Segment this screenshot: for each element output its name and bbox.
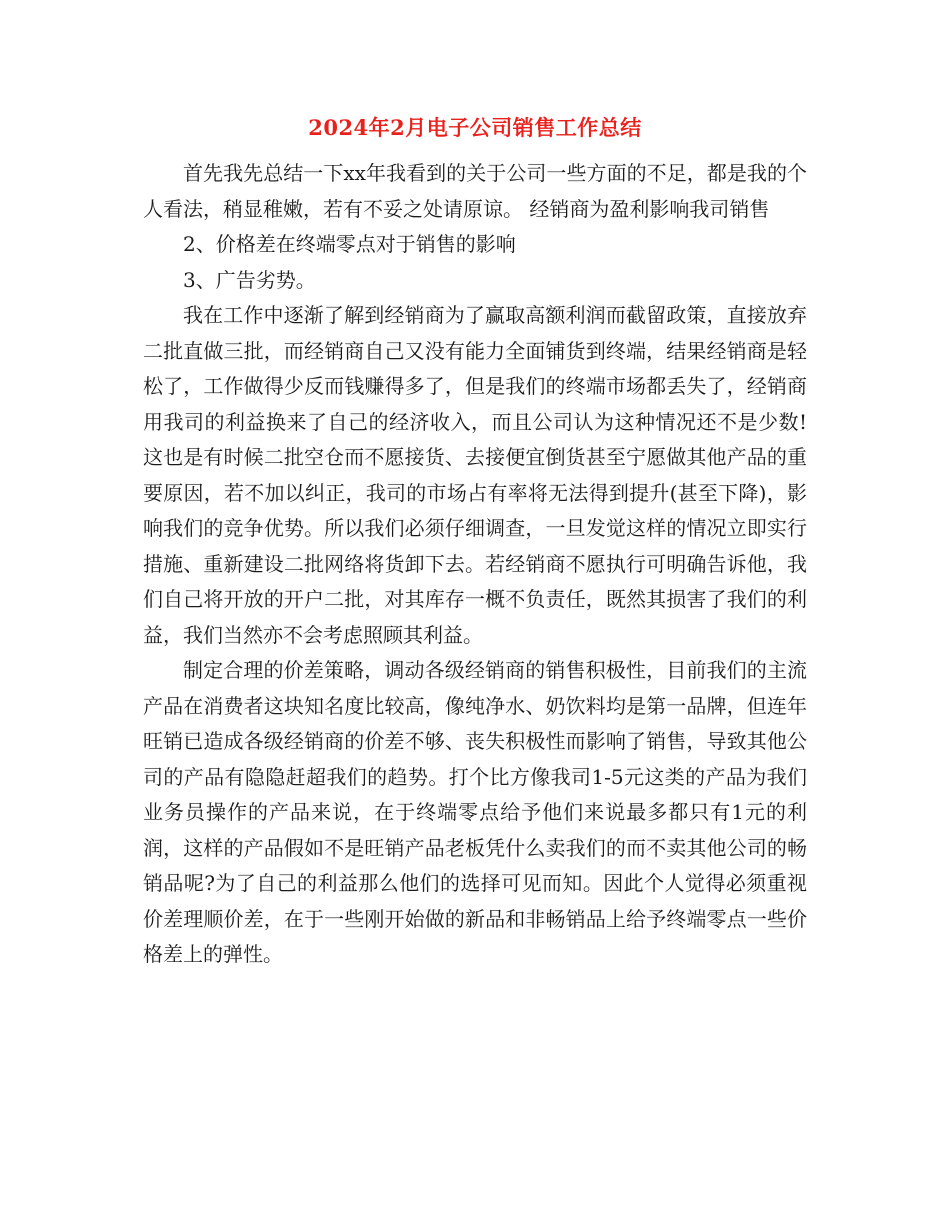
paragraph-item-3: 3、广告劣势。	[183, 267, 316, 292]
paragraph-intro: 首先我先总结一下xx年我看到的关于公司一些方面的不足，都是我的个人看法，稍显稚嫩，若有不妥之处请原谅。 经销商为盈利影响我司销售	[143, 161, 807, 221]
document-body	[143, 156, 807, 973]
paragraph-item-2: 2、价格差在终端零点对于销售的影响	[183, 232, 516, 256]
paragraph-price-strategy: 制定合理的价差策略，调动各级经销商的销售积极性，目前我们的主流产品在消费者这块知名度比较高，像纯净水、奶饮料均是第一品牌，但连年旺销已造成各级经销商的价差不够、丧失积极性而影响了销售，导致其他公司的产品有隐隐赶超我们的趋势。打个比方像我司1-5元这类的产品为我们业务员操作的产品来说，在于终端零点给予他们来说最多都只有1元的利润，这样的产品假如不是旺销产品老板凭什么卖我们的而不卖其他公司的畅销品呢?为了自己的利益那么他们的选择可见而知。因此个人觉得必须重视价差理顺价差，在于一些刚开始做的新品和非畅销品上给予终端零点一些价格差上的弹性。	[143, 658, 807, 966]
document-title: 2024年2月电子公司销售工作总结	[308, 115, 642, 140]
paragraph-distributor-issue: 我在工作中逐渐了解到经销商为了赢取高额利润而截留政策，直接放弃二批直做三批，而经销商自己又没有能力全面铺货到终端，结果经销商是轻松了，工作做得少反而钱赚得多了，但是我们的终端市场都丢失了，经销商用我司的利益换来了自己的经济收入，而且公司认为这种情况还不是少数!这也是有时候二批空仓而不愿接货、去接便宜倒货甚至宁愿做其他产品的重要原因，若不加以纠正，我司的市场占有率将无法得到提升(甚至下降)，影响我们的竞争优势。所以我们必须仔细调查，一旦发觉这样的情况立即实行措施、重新建设二批网络将货卸下去。若经销商不愿执行可明确告诉他，我们自己将开放的开户二批，对其库存一概不负责任，既然其损害了我们的利益，我们当然亦不会考虑照顾其利益。	[143, 303, 807, 647]
